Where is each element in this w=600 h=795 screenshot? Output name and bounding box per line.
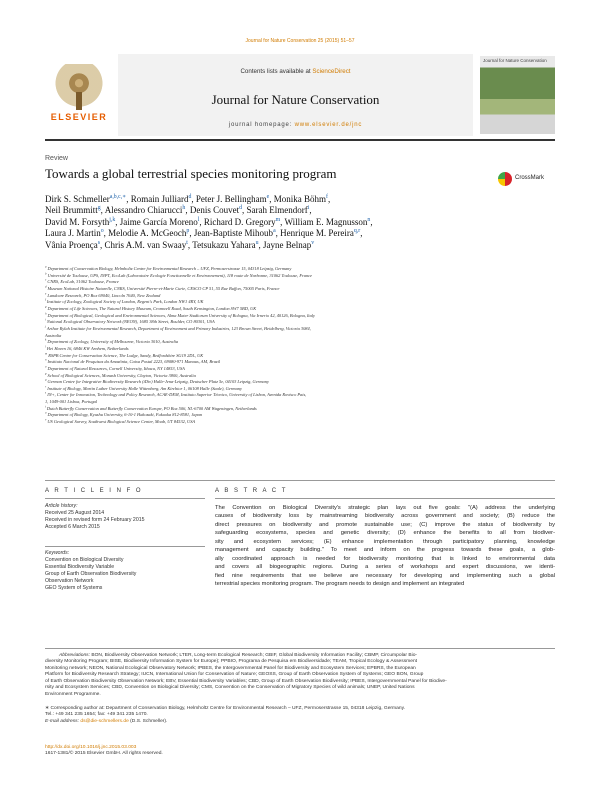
paper-title: Towards a global terrestrial species monitoring program: [45, 166, 337, 181]
author-affiliation-marker[interactable]: n: [367, 216, 371, 223]
affiliation: $^l$ Hei Haven 16, 6846 KW Arnhem, Netherlands: [45, 344, 129, 351]
corresponding-author-footnote: ∗ Corresponding author at: Department of Conservation Biology, Helmholtz Centre for Environmental Research – UFZ, Permoserstrasse 15, 04318 Leipzig, Germany. Tel.: +49 341 235 1654; fax: +49 341 235 1470. E-mail address: ds@die-schmellers.de (D.S. Schmeller).: [45, 706, 406, 724]
affiliation: $^v$ US Geological Survey, Southwest Biological Science Center, Moab, UT 84532, USA: [45, 417, 196, 425]
author-line: Dirk S. Schmeller$^{a,b,c,∗}$, Romain Julliard$^d$, Peter J. Bellingham$^e$, Monika Böhm$^f$,: [45, 194, 331, 204]
author-line: Neil Brummitt$^g$, Alessandro Chiarucci$^h$, Denis Couvet$^d$, Sarah Elmendorf$^i$,: [45, 205, 312, 216]
abbreviations-footnote: [45, 653, 555, 698]
abstract-body: [215, 504, 555, 589]
author-affiliation-marker[interactable]: d: [239, 205, 243, 212]
abstract-line: sity and ecosystem services; (E) enhance implementation through participatory planning, knowledge: [215, 538, 555, 545]
sciencedirect-link[interactable]: ScienceDirect: [312, 68, 351, 75]
abstract-line: and covers all biogeographic regions. During a series of workshops and expert discussions, we identi-: [215, 564, 555, 571]
affiliation: $^h$ Department of Biological, Geological and Environmental Sciences, Alma Mater Studiorum University of Bologna, Via Irnerio 42, 40126, Bologna, Italy: [45, 311, 316, 318]
abstract-line: direct pressures on biodiversity and promote sustainable use; (C) improve the status of biodiversity by: [215, 521, 555, 528]
affiliation: Australia: [45, 332, 62, 338]
author-affiliation-marker[interactable]: s: [97, 239, 101, 246]
author-list: [45, 194, 555, 251]
accepted-date: Accepted 6 March 2015: [45, 523, 100, 530]
homepage-link[interactable]: www.elsevier.de/jnc: [294, 122, 363, 128]
author-affiliation-marker[interactable]: l: [197, 216, 200, 223]
abstract-line: safeguarding ecosystems, species and genetic diversity; (D) enhance the benefits to all from biodiver-: [215, 530, 555, 537]
author-affiliation-marker[interactable]: u: [255, 239, 259, 246]
crossmark-badge[interactable]: CrossMark: [498, 172, 556, 188]
affiliation: 1, 1049-001 Lisboa, Portugal: [45, 399, 98, 405]
author-affiliation-marker[interactable]: j,k: [109, 216, 116, 223]
abbreviation-line: of Earth Observation Biodiversity Observation Network; EBV, Essential Biodiversity Variables; CBD, Group of Earth Observation Biodiversity; IPBES, Intergovernmental Panel for Biodive-: [45, 678, 447, 684]
publisher-name: ELSEVIER: [50, 112, 108, 122]
keywords: Keywords: Convention on Biological Diversity Essential Biodiversity Variable Group of Earth Observation Biodiversity Observation Network GEO System of Systems: [45, 550, 205, 591]
affiliation: $^t$ Dutch Butterfly Conservation and Butterfly Conservation Europe, PO Box 506, NL-6700 AM Wageningen, Netherlands: [45, 404, 257, 411]
author-name[interactable]: Jean-Baptiste Mihoub: [193, 228, 274, 239]
author-affiliation-marker[interactable]: i: [307, 205, 310, 212]
author-line: Vânia Proença$^s$, Chris A.M. van Swaay$^t$, Tetsukazu Yahara$^u$, Jayne Belnap$^v$: [45, 239, 315, 250]
author-affiliation-marker[interactable]: o: [100, 228, 104, 235]
affiliation: $^i$ National Ecological Observatory Network (NEON), 1685 38th Street, Boulder, CO 80301, USA: [45, 317, 215, 325]
author-name[interactable]: Jaime García Moreno: [119, 216, 198, 227]
abstract-line: fied nine requirements that we believe are necessary for developing and implementing such a global: [215, 572, 555, 579]
keyword: Observation Network: [45, 577, 94, 584]
affiliation: $^c$ CNRS, EcoLab, 31062 Toulouse, France: [45, 277, 119, 285]
revised-date: Received in revised form 24 February 2015: [45, 516, 145, 523]
affiliation: $^m$ RSPB Centre for Conservation Science, The Lodge, Sandy, Bedfordshire SG19 2DL, UK: [45, 351, 204, 358]
author-name[interactable]: Vânia Proença: [45, 239, 98, 250]
journal-homepage: journal homepage: www.elsevier.de/jnc: [228, 122, 363, 128]
author-name[interactable]: Tetsukazu Yahara: [192, 239, 256, 250]
author-name[interactable]: William E. Magnusson: [284, 216, 368, 227]
affiliation: $^q$ German Centre for Integrative Biodiversity Research (iDiv) Halle-Jena-Leipzig, Deutscher Platz 5e, 04103 Leipzig, Germany: [45, 377, 269, 385]
affiliation: $^r$ Institute of Biology, Martin Luther University Halle Wittenberg, Am Kirchtor 1, 06108 Halle (Saale), Germany: [45, 384, 242, 391]
author-name[interactable]: Monika Böhm: [273, 194, 326, 204]
cover-title: Journal for Nature Conservation: [483, 58, 547, 63]
abbreviation-line: rsity and Ecosystem Services; CBD, Convention on Biological Diversity; CMS, Convention on the Conservation of Migratory Species of wild animals; UNEP, United Nations: [45, 685, 415, 691]
abbreviation-line: Platform for Biodiversity Research Strategy; IUCN, International Union for Conservation of Nature; GEOSS, Group of Earth Observation System of Systems; GEO BON, Group: [45, 672, 424, 678]
journal-title: Journal for Nature Conservation: [211, 92, 380, 107]
abbreviation-line: Monitoring network; NEON, National Ecological Observatory Network; IPBES, the Intergovernmental Panel for Biodiversity and Ecosystem Services; EPBRS, the European: [45, 665, 416, 671]
doi-link[interactable]: http://dx.doi.org/10.1016/j.jnc.2015.03.003: [45, 745, 137, 750]
affiliation: $^s$ IN+, Center for Innovation, Technology and Policy Research, ACAE-DEM, Instituto Superior Técnico, University of Lisbon, Avenida Rovisco Pais,: [45, 391, 307, 398]
affiliation: $^u$ Department of Biology, Kyushu University, 6-10-1 Hakozaki, Fukuoka 812-8581, Japan: [45, 410, 203, 418]
affiliation: $^e$ Landcare Research, PO Box 69040, Lincoln 7640, New Zealand: [45, 291, 161, 298]
author-affiliation-marker[interactable]: h: [182, 205, 186, 212]
author-name[interactable]: David M. Forsyth: [45, 216, 110, 227]
author-affiliation-marker[interactable]: d: [188, 194, 192, 200]
author-name[interactable]: Melodie A. McGeoch: [108, 228, 187, 239]
abstract-heading: A B S T R A C T: [215, 488, 288, 494]
keyword: GEO System of Systems: [45, 584, 103, 591]
affiliation: $^d$ Museum National Histoire Naturelle, CNRS, Université Pierre-et-Marie Curie, CESCO CP 51, 55 Rue Buffon, 75005 Paris, France: [45, 284, 280, 291]
author-name[interactable]: Henrique M. Pereira: [280, 228, 354, 239]
author-affiliation-marker[interactable]: a,b,c,∗: [109, 194, 127, 200]
affiliations: [45, 266, 555, 426]
affiliation: $^g$ Department of Life Sciences, The Natural History Museum, Cromwell Road, South Kensington, London SW7 5BD, UK: [45, 304, 257, 311]
article-history: Article history: Received 25 August 2014 Received in revised form 24 February 2015 Accepted 6 March 2015: [45, 503, 205, 531]
author-name[interactable]: Dirk S. Schmeller: [45, 194, 110, 204]
abbreviation-line: Abbreviations: BON, Biodiversity Observation Network; LTER, Long-term Ecological Research; GBIF, Global Biodiversity Information Facility; CBMP, Circumpolar Bio-: [59, 653, 418, 658]
contents-line: Contents lists available at ScienceDirect: [240, 68, 351, 75]
author-name[interactable]: Denis Couvet: [189, 205, 240, 216]
author-affiliation-marker[interactable]: f: [326, 194, 328, 200]
header-rule: [45, 139, 555, 141]
abstract-line: The Convention on Biological Diversity's strategic plan lays out five goals: "(A) address the underlying: [215, 505, 555, 511]
author-line: Laura J. Martin$^o$, Melodie A. McGeoch$^p$, Jean-Baptiste Mihoub$^a$, Henrique M. Pereira$^{q,r}$,: [45, 228, 363, 239]
keyword: Group of Earth Observation Biodiversity: [45, 570, 137, 577]
keyword: Essential Biodiversity Variable: [45, 563, 115, 570]
affiliation: $^b$ Université de Toulouse, UPS, INPT, EcoLab (Laboratoire Ecologie Fonctionnelle et Environnement), 118 route de Narbonne, 31062 Toulouse, France: [45, 271, 313, 278]
author-affiliation-marker[interactable]: m: [275, 216, 281, 223]
abbreviation-line: diversity Monitoring Program; BISE, Biodiversity Information System for Europe); PPBIO, Programa de Pesquisa em Biodiversidade; TEAM, Tropical Ecology & Assessment: [45, 659, 418, 665]
author-name[interactable]: Alessandro Chiarucci: [104, 205, 183, 216]
copyright: 1617-1381/© 2015 Elsevier GmbH. All rights reserved.: [45, 751, 163, 757]
author-affiliation-marker[interactable]: t: [186, 239, 188, 246]
abbreviation-line: Environment Programme.: [45, 691, 101, 697]
author-name[interactable]: Sarah Elmendorf: [246, 205, 308, 216]
author-name[interactable]: Jayne Belnap: [263, 239, 312, 250]
abstract-line: ally coordinated approach is needed for biodiversity monitoring that is linked to environmental data: [215, 555, 555, 562]
article-section: Review: [45, 155, 68, 162]
journal-cover-image: [480, 56, 555, 134]
author-name[interactable]: Chris A.M. van Swaay: [104, 239, 187, 250]
author-affiliation-marker[interactable]: v: [311, 239, 315, 246]
abstract-line: terrestrial species monitoring program. The program needs to design and implement an integrated: [215, 581, 465, 588]
author-affiliation-marker[interactable]: p: [186, 228, 190, 235]
journal-citation[interactable]: Journal for Nature Conservation 25 (2015) 51–57: [245, 38, 355, 44]
author-name[interactable]: Neil Brummitt: [45, 205, 98, 216]
abstract-line: causes of biodiversity loss by mainstreaming biodiversity across government and society; (B) reduce the: [215, 513, 555, 520]
article-info-heading: A R T I C L E I N F O: [45, 488, 143, 494]
crossmark-icon: [498, 172, 512, 186]
author-name[interactable]: Laura J. Martin: [45, 228, 101, 239]
author-affiliation-marker[interactable]: q,r: [353, 228, 361, 235]
affiliation: $^n$ Instituto Nacional de Pesquisas da Amazônia, Caixa Postal 2223, 69080-971 Manaus, AM, Brazil: [45, 357, 221, 365]
affiliation: $^j$ Arthur Rylah Institute for Environmental Research, Department of Environment and Primary Industries, 123 Brown Street, Heidelberg, Victoria 3084,: [45, 324, 311, 331]
affiliation: $^p$ School of Biological Sciences, Monash University, Clayton, Victoria 3800, Australia: [45, 371, 196, 378]
doi-block: [45, 745, 555, 758]
affiliation: $^f$ Institute of Zoology, Zoological Society of London, Regent's Park, London NW1 4RY, UK: [45, 297, 204, 305]
author-affiliation-marker[interactable]: g: [97, 205, 101, 212]
author-name[interactable]: Peter J. Bellingham: [195, 194, 267, 204]
keyword: Convention on Biological Diversity: [45, 556, 124, 563]
author-name[interactable]: Richard D. Gregory: [203, 216, 276, 227]
abstract-line: management and capacity building." To meet and inform on the progress towards these goals, a glob-: [215, 547, 555, 554]
section-divider: [45, 480, 555, 481]
affiliation: $^o$ Department of Natural Resources, Cornell University, Ithaca, NY 14853, USA: [45, 364, 185, 371]
author-affiliation-marker[interactable]: e: [266, 194, 270, 200]
author-line: David M. Forsyth$^{j,k}$, Jaime García Moreno$^l$, Richard D. Gregory$^m$, William E. Magnusson$^n$,: [45, 216, 373, 227]
received-date: Received 25 August 2014: [45, 509, 105, 516]
author-affiliation-marker[interactable]: a: [273, 228, 276, 235]
affiliation: $^k$ Department of Zoology, University of Melbourne, Victoria 3010, Australia: [45, 337, 179, 345]
author-email-link[interactable]: ds@die-schmellers.de: [80, 718, 129, 724]
elsevier-logo: [45, 62, 113, 126]
author-name[interactable]: Romain Julliard: [130, 194, 189, 204]
affiliation: $^a$ Department of Conservation Biology, Helmholtz Centre for Environmental Research – UFZ, Permoserstrasse 15, 04318 Leipzig, Germany: [45, 264, 292, 271]
